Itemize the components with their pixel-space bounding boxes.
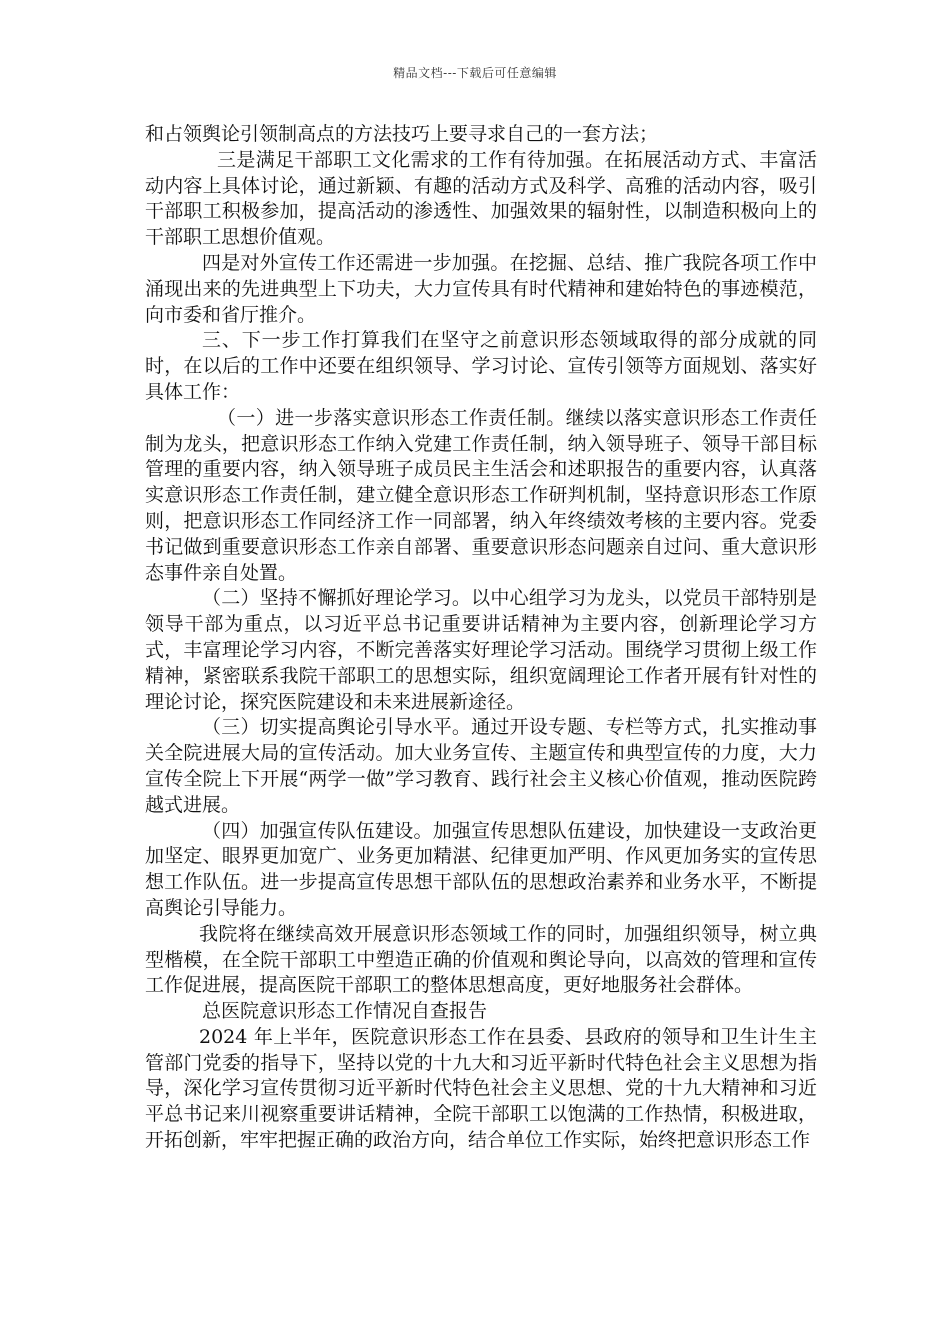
- paragraph-item-one: （一）进一步落实意识形态工作责任制。继续以落实意识形态工作责任制为龙头，把意识形态工作纳入党建工作责任制，纳入领导班子、领导干部目标管理的重要内容，纳入领导班子成员民主生活会和述职报告的重要内容，认真落实意识形态工作责任制，建立健全意识形态工作研判机制，坚持意识形态工作原则，把意识形态工作同经济工作一同部署，纳入年终绩效考核的主要内容。党委书记做到重要意识形态工作亲自部署、重要意识形态问题亲自过问、重大意识形态事件亲自处置。: [145, 406, 817, 584]
- paragraph-report-intro: 2024 年上半年，医院意识形态工作在县委、县政府的领导和卫生计生主管部门党委的指导下，坚持以党的十九大和习近平新时代特色社会主义思想为指导，深化学习宣传贯彻习近平新时代特色社会主义思想、党的十九大精神和习近平总书记来川视察重要讲话精神，全院干部职工以饱满的工作热情，积极进取，开拓创新，牢牢把握正确的政治方向，结合单位工作实际，始终把意识形态工作: [145, 1025, 817, 1152]
- paragraph-point-four: 四是对外宣传工作还需进一步加强。在挖掘、总结、推广我院各项工作中涌现出来的先进典型上下功夫，大力宣传具有时代精神和建始特色的事迹模范，向市委和省厅推介。: [145, 251, 817, 326]
- paragraph-point-three: 三是满足干部职工文化需求的工作有待加强。在拓展活动方式、丰富活动内容上具体讨论，通过新颖、有趣的活动方式及科学、高雅的活动内容，吸引干部职工积极参加，提高活动的渗透性、加强效果的辐射性，以制造积极向上的干部职工思想价值观。: [145, 148, 817, 249]
- page-header: 精品文档---下载后可任意编辑: [393, 66, 557, 80]
- paragraph-section-three: 三、下一步工作打算我们在坚守之前意识形态领域取得的部分成就的同时，在以后的工作中还要在组织领导、学习讨论、宣传引领等方面规划、落实好具体工作：: [145, 329, 817, 403]
- document-body: [145, 122, 817, 1154]
- paragraph-conclusion: 我院将在继续高效开展意识形态领域工作的同时，加强组织领导，树立典型楷模，在全院干部职工中塑造正确的价值观和舆论导向，以高效的管理和宣传工作促进展，提高医院干部职工的整体思想高度，更好地服务社会群体。: [145, 922, 817, 997]
- paragraph-item-four: （四）加强宣传队伍建设。加强宣传思想队伍建设，加快建设一支政治更加坚定、眼界更加宽广、业务更加精湛、纪律更加严明、作风更加务实的宣传思想工作队伍。进一步提高宣传思想干部队伍的思想政治素养和业务水平，不断提高舆论引导能力。: [145, 819, 817, 919]
- paragraph-item-two: （二）坚持不懈抓好理论学习。以中心组学习为龙头，以党员干部特别是领导干部为重点，以习近平总书记重要讲话精神为主要内容，创新理论学习方式，丰富理论学习内容，不断完善落实好理论学习活动。围绕学习贯彻上级工作精神，紧密联系我院干部职工的思想实际，组织宽阔理论工作者开展有针对性的理论讨论，探究医院建设和未来进展新途径。: [145, 587, 817, 713]
- paragraph-item-three: （三）切实提高舆论引导水平。通过开设专题、专栏等方式，扎实推动事关全院进展大局的宣传活动。加大业务宣传、主题宣传和典型宣传的力度，大力宣传全院上下开展“两学一做”学习教育、践行社会主义核心价值观，推动医院跨越式进展。: [145, 716, 817, 816]
- paragraph-continuation: 和占领舆论引领制高点的方法技巧上要寻求自己的一套方法；: [145, 123, 659, 145]
- report-title: 总医院意识形态工作情况自查报告: [202, 1000, 488, 1023]
